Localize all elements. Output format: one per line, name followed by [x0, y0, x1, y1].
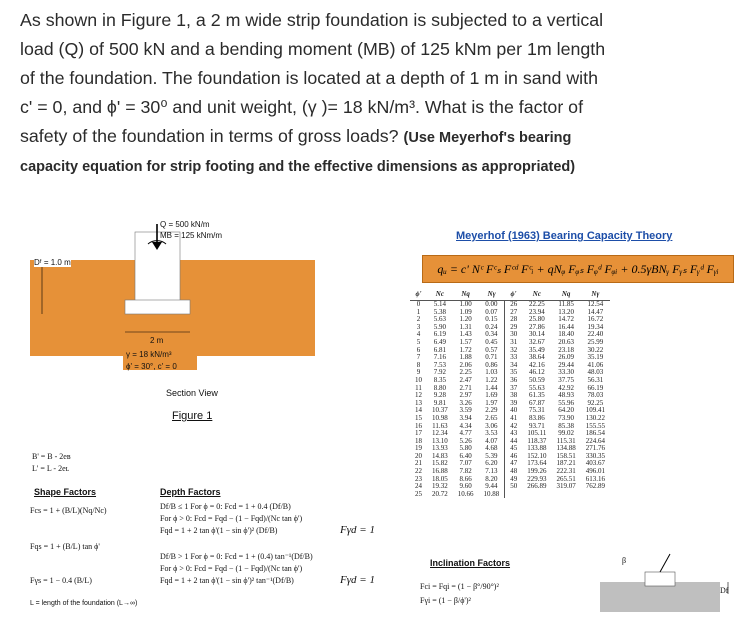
- table-cell: 496.01: [585, 467, 605, 476]
- table-cell: 37: [505, 385, 523, 393]
- table-header-row: [410, 290, 610, 301]
- table-cell: 0.45: [485, 337, 498, 346]
- table-cell: 4.68: [485, 444, 498, 453]
- table-cell: 229.93: [527, 474, 547, 483]
- table-header: Nq: [453, 290, 479, 301]
- table-cell: 7.82: [459, 467, 472, 476]
- table-cell: 2.29: [485, 406, 498, 415]
- table-cell: 18: [415, 436, 422, 445]
- table-cell: 2.65: [485, 413, 498, 422]
- table-cell: 10.88: [483, 489, 500, 498]
- table-row: [410, 491, 610, 499]
- table-cell: 7.07: [459, 459, 472, 468]
- table-title: Meyerhof (1963) Bearing Capacity Theory: [456, 230, 673, 242]
- table-cell: 12.34: [432, 429, 448, 438]
- table-cell: 158.51: [556, 451, 576, 460]
- table-cell: 14.47: [587, 307, 604, 316]
- table-cell: 35.19: [587, 353, 604, 362]
- df-label: Df: [720, 586, 729, 595]
- table-cell: 6.20: [485, 459, 498, 468]
- question-line: c' = 0, and ϕ' = 30⁰ and unit weight, (γ )= 18 kN/m³. What is the factor of: [20, 97, 584, 117]
- table-cell: 20.72: [432, 489, 448, 498]
- table-cell: 152.10: [527, 451, 547, 460]
- depth-factor-a4: Fγd = 1: [340, 524, 375, 536]
- depth-factor-b2: For ϕ > 0: Fcd = Fqd − (1 − Fqd)/(Nc tan ϕ'): [160, 564, 303, 573]
- table-cell: 36: [505, 377, 523, 385]
- question-line-end: safety of the foundation in terms of gross loads?: [20, 126, 399, 146]
- table-cell: 319.07: [556, 482, 576, 491]
- table-cell: 8: [416, 360, 421, 369]
- table-cell: 25.80: [529, 315, 545, 324]
- table-cell: 14.72: [558, 315, 574, 324]
- table-cell: [505, 491, 523, 499]
- table-cell: 50: [505, 483, 523, 491]
- table-cell: 40: [505, 407, 523, 415]
- table-cell: 6.19: [433, 330, 446, 339]
- inclination-factors-title: Inclination Factors: [430, 558, 511, 568]
- table-cell: 403.67: [585, 459, 605, 468]
- table-cell: 6.49: [433, 337, 446, 346]
- table-cell: 19: [415, 444, 422, 453]
- table-cell: 11.63: [432, 421, 448, 430]
- table-cell: 23.18: [558, 345, 574, 354]
- table-cell: 38: [505, 392, 523, 400]
- table-cell: 38.64: [529, 353, 545, 362]
- table-header: Nc: [427, 290, 453, 301]
- table-cell: 16: [415, 421, 422, 430]
- table-cell: 66.19: [587, 383, 604, 392]
- sketch-footing: [645, 572, 675, 586]
- table-cell: 0.34: [485, 330, 498, 339]
- table-cell: 613.16: [585, 474, 605, 483]
- table-cell: 3.53: [485, 429, 498, 438]
- depth-factor-a3: Fqd = 1 + 2 tan ϕ'(1 − sin ϕ')² (Df/B): [160, 526, 278, 535]
- table-cell: 9.60: [459, 482, 472, 491]
- table-cell: 20: [415, 451, 422, 460]
- depth-factor-b4: Fγd = 1: [340, 574, 375, 586]
- table-cell: 27.86: [529, 322, 545, 331]
- figure-diagram: [30, 222, 390, 482]
- depth-factor-b1: Df/B > 1 For ϕ = 0: Fcd = 1 + (0.4) tan⁻¹(Df/B): [160, 552, 313, 561]
- table-cell: 7.13: [485, 467, 498, 476]
- table-cell: 109.41: [585, 406, 605, 415]
- table-cell: 222.31: [556, 467, 576, 476]
- table-cell: 1.43: [459, 330, 472, 339]
- shape-factor-q: Fqs = 1 + (B/L) tan ϕ': [30, 542, 100, 551]
- table-cell: 18.40: [558, 330, 574, 339]
- table-cell: 0.57: [485, 345, 498, 354]
- shape-factor-c: Fcs = 1 + (B/L)(Nq/Nc): [30, 506, 107, 515]
- table-cell: 224.64: [585, 436, 605, 445]
- table-cell: 1.44: [485, 383, 498, 392]
- table-cell: 34: [505, 362, 523, 370]
- table-cell: 4.34: [459, 421, 472, 430]
- table-cell: 13.93: [432, 444, 448, 453]
- table-cell: 8.66: [459, 474, 472, 483]
- table-cell: 32: [505, 347, 523, 355]
- table-cell: 7: [416, 353, 421, 362]
- shape-factor-gamma: Fγs = 1 − 0.4 (B/L): [30, 576, 92, 585]
- table-cell: 0.24: [485, 322, 498, 331]
- table-cell: 16.88: [432, 467, 448, 476]
- table-cell: 1.57: [459, 337, 472, 346]
- table-cell: 5.38: [433, 307, 446, 316]
- table-cell: 64.20: [558, 406, 574, 415]
- table-cell: 15.82: [432, 459, 448, 468]
- length-note: L = length of the foundation (L→∞): [30, 600, 138, 607]
- table-cell: 3.06: [485, 421, 498, 430]
- moment-label: MΒ = 125 kNm/m: [160, 231, 223, 240]
- table-cell: 266.89: [527, 482, 547, 491]
- table-cell: 9.81: [433, 398, 446, 407]
- table-cell: 173.64: [527, 459, 547, 468]
- depth-factor-a2: For ϕ > 0: Fcd = Fqd − (1 − Fqd)/(Nc tan ϕ'): [160, 514, 303, 523]
- table-cell: 35.49: [529, 345, 545, 354]
- table-cell: 14: [415, 406, 422, 415]
- table-cell: 105.11: [527, 429, 547, 438]
- table-cell: 44: [505, 438, 523, 446]
- table-cell: 67.87: [529, 398, 545, 407]
- question-line: As shown in Figure 1, a 2 m wide strip foundation is subjected to a vertical: [20, 10, 604, 30]
- view-label: Section View: [166, 388, 218, 398]
- table-cell: 5.39: [485, 451, 498, 460]
- table-cell: 7.53: [433, 360, 446, 369]
- bearing-capacity-table: [410, 290, 610, 498]
- table-cell: 23.94: [529, 307, 545, 316]
- table-cell: 5.26: [459, 436, 472, 445]
- table-cell: 0.71: [485, 353, 498, 362]
- table-cell: 30: [505, 331, 523, 339]
- table-cell: 1.03: [485, 368, 498, 377]
- table-cell: 6.81: [433, 345, 446, 354]
- table-body: [410, 301, 610, 499]
- table-cell: 46.12: [529, 368, 545, 377]
- table-cell: 0.86: [485, 360, 498, 369]
- ground-right: [180, 260, 315, 312]
- soil-below: [30, 312, 315, 334]
- table-cell: 31: [505, 339, 523, 347]
- table-cell: 24: [415, 482, 422, 491]
- question-line: [20, 122, 740, 153]
- table-cell: 27: [505, 309, 523, 317]
- table-cell: 46: [505, 453, 523, 461]
- table-cell: 12.54: [587, 300, 604, 308]
- table-cell: 19.32: [432, 482, 448, 491]
- load-label: Q = 500 kN/m: [160, 220, 210, 229]
- table-cell: 4.07: [485, 436, 498, 445]
- table-header: ϕ': [505, 290, 523, 301]
- table-cell: 186.54: [585, 429, 605, 438]
- table-cell: 13.10: [432, 436, 448, 445]
- table-cell: 5: [416, 337, 421, 346]
- table-cell: 19.34: [587, 322, 604, 331]
- table-cell: 25.99: [587, 337, 604, 346]
- table-cell: 30.14: [529, 330, 545, 339]
- table-cell: 33: [505, 354, 523, 362]
- table-cell: 8.20: [485, 474, 498, 483]
- question-text: [20, 6, 740, 182]
- note-part-b: capacity equation for strip footing and the effective dimensions as appropriated): [20, 159, 576, 175]
- table-cell: 32.67: [529, 337, 545, 346]
- table-cell: 7.92: [433, 368, 446, 377]
- table-cell: 18.05: [432, 474, 448, 483]
- table-cell: 11: [415, 383, 422, 392]
- table-cell: 47: [505, 460, 523, 468]
- table-cell: 41.06: [587, 360, 604, 369]
- table-cell: 12: [415, 391, 422, 400]
- bearing-equation: qᵤ = c' Nᶜ Fᶜₛ Fᶜᵈ Fᶜᵢ + qNᵩ Fᵩₛ Fᵩᵈ Fᵩᵢ + 0.5γBNᵧ Fᵧₛ Fᵧᵈ Fᵧᵢ: [422, 255, 734, 283]
- table-cell: 6: [416, 345, 421, 354]
- table-cell: 56.31: [587, 375, 604, 384]
- table-cell: 85.38: [558, 421, 574, 430]
- table-cell: 23: [415, 474, 422, 483]
- table-cell: 48.03: [587, 368, 604, 377]
- table-cell: 8.80: [433, 383, 446, 392]
- table-cell: 22: [415, 467, 422, 476]
- table-cell: 29: [505, 324, 523, 332]
- table-cell: 1: [416, 307, 421, 316]
- inclination-factor-1: Fci = Fqi = (1 − β°/90°)²: [420, 582, 499, 591]
- table-cell: 21: [415, 459, 422, 468]
- table-cell: 9: [416, 368, 421, 377]
- table-cell: 29.44: [558, 360, 574, 369]
- table-cell: 45: [505, 445, 523, 453]
- shape-factors-title: Shape Factors: [34, 487, 97, 497]
- depth-factor-a1: Df/B ≤ 1 For ϕ = 0: Fcd = 1 + 0.4 (Df/B): [160, 502, 291, 511]
- table-cell: 13: [415, 398, 422, 407]
- table-cell: 1.31: [459, 322, 472, 331]
- table-cell: 78.03: [587, 391, 604, 400]
- table-cell: 13.20: [558, 307, 574, 316]
- table-cell: 118.37: [527, 436, 547, 445]
- table-cell: 3.26: [459, 398, 472, 407]
- table-cell: 2: [416, 315, 421, 324]
- note-part-a: (Use Meyerhof's bearing: [403, 130, 572, 146]
- table-cell: 2.25: [459, 368, 472, 377]
- table-cell: 50.59: [529, 375, 545, 384]
- table-cell: 17: [415, 429, 422, 438]
- ground-left: [30, 260, 135, 312]
- figure-caption: Figure 1: [172, 410, 213, 422]
- table-cell: 16.44: [558, 322, 574, 331]
- table-cell: 0.15: [485, 315, 498, 324]
- table-cell: 35: [505, 369, 523, 377]
- table-cell: 10.37: [432, 406, 448, 415]
- table-cell: 14.83: [432, 451, 448, 460]
- table-cell: 271.76: [585, 444, 605, 453]
- table-cell: [552, 491, 581, 499]
- effective-width: B' = B - 2eʙ: [32, 452, 71, 461]
- table-cell: 6.40: [459, 451, 472, 460]
- table-cell: 7.16: [433, 353, 446, 362]
- table-cell: 26: [505, 301, 523, 309]
- table-cell: 265.51: [556, 474, 576, 483]
- question-line: of the foundation. The foundation is located at a depth of 1 m in sand with: [20, 68, 598, 88]
- table-cell: 10.66: [457, 489, 474, 498]
- table-cell: 33.30: [558, 368, 574, 377]
- inclination-sketch: [600, 552, 740, 624]
- table-cell: 0.07: [485, 307, 498, 316]
- sketch-load: [660, 554, 670, 572]
- table-cell: 1.22: [485, 375, 498, 384]
- depth-label: Dᶠ = 1.0 m: [34, 258, 71, 267]
- table-cell: 55.63: [529, 383, 545, 392]
- table-cell: [581, 491, 610, 499]
- table-cell: 1.09: [459, 307, 472, 316]
- table-header: Nc: [522, 290, 551, 301]
- table-cell: 10: [415, 375, 422, 384]
- table-cell: 4.77: [459, 429, 472, 438]
- table-cell: 0: [416, 300, 421, 308]
- table-cell: 1.88: [459, 353, 472, 362]
- table-cell: 134.88: [556, 444, 576, 453]
- soil-params-label: ϕ' = 30°, c' = 0: [126, 362, 177, 371]
- table-cell: 1.69: [485, 391, 498, 400]
- table-cell: 115.31: [556, 436, 576, 445]
- table-cell: 25: [415, 489, 422, 498]
- table-cell: 99.02: [558, 429, 574, 438]
- table-header: Nq: [552, 290, 581, 301]
- table-cell: 55.96: [558, 398, 574, 407]
- table-cell: 199.26: [527, 467, 547, 476]
- table-cell: 330.35: [585, 451, 605, 460]
- table-cell: 39: [505, 400, 523, 408]
- table-cell: 155.55: [585, 421, 605, 430]
- table-cell: 37.75: [558, 375, 574, 384]
- table-cell: 1.72: [459, 345, 472, 354]
- table-cell: 0.00: [485, 300, 498, 308]
- table-cell: 1.00: [459, 300, 472, 308]
- table-cell: 75.31: [529, 406, 545, 415]
- table-cell: 130.22: [585, 413, 605, 422]
- table-cell: 22.25: [529, 300, 545, 308]
- table-cell: 61.35: [529, 391, 545, 400]
- table-cell: 2.06: [459, 360, 472, 369]
- table-cell: 1.20: [459, 315, 472, 324]
- table-cell: 762.89: [585, 482, 605, 491]
- table-cell: 20.63: [558, 337, 574, 346]
- table-cell: 42: [505, 423, 523, 431]
- table-header: Nγ: [581, 290, 610, 301]
- table-cell: 5.63: [433, 315, 446, 324]
- table-cell: 9.44: [485, 482, 498, 491]
- table-cell: 5.90: [433, 322, 446, 331]
- table-cell: 41: [505, 415, 523, 423]
- table-cell: 5.80: [459, 444, 472, 453]
- table-cell: 42.92: [558, 383, 574, 392]
- table-cell: 3: [416, 322, 421, 331]
- table-cell: 133.88: [527, 444, 547, 453]
- depth-factor-b3: Fqd = 1 + 2 tan ϕ'(1 − sin ϕ')² tan⁻¹(Df/B): [160, 576, 294, 585]
- table-cell: 28: [505, 316, 523, 324]
- table-cell: 2.97: [459, 391, 472, 400]
- table-cell: 5.14: [433, 300, 446, 308]
- table-cell: 92.25: [587, 398, 604, 407]
- table-cell: 43: [505, 430, 523, 438]
- table-header: ϕ': [410, 290, 427, 301]
- table-header: Nγ: [479, 290, 505, 301]
- table-cell: 48: [505, 468, 523, 476]
- unit-weight-label: γ = 18 kN/m³: [126, 350, 172, 359]
- table-cell: 22.40: [587, 330, 604, 339]
- table-cell: 2.47: [459, 375, 472, 384]
- table-cell: 187.21: [556, 459, 576, 468]
- beta-label: β: [622, 556, 627, 565]
- width-label: 2 m: [150, 336, 164, 345]
- table-cell: 9.28: [433, 391, 446, 400]
- table-cell: 83.86: [529, 413, 545, 422]
- table-cell: 49: [505, 476, 523, 484]
- table-cell: 4: [416, 330, 421, 339]
- effective-length: L' = L - 2eʟ: [32, 464, 70, 473]
- table-cell: 93.71: [529, 421, 545, 430]
- table-cell: 48.93: [558, 391, 574, 400]
- table-cell: 30.22: [587, 345, 604, 354]
- table-cell: 42.16: [529, 360, 545, 369]
- footing: [125, 300, 190, 314]
- table-cell: 73.90: [558, 413, 574, 422]
- depth-factors-title: Depth Factors: [160, 487, 221, 497]
- table-cell: 11.85: [558, 300, 574, 308]
- inclination-factor-2: Fγi = (1 − β/ϕ')²: [420, 596, 471, 605]
- table-cell: 3.94: [459, 413, 472, 422]
- table-cell: 16.72: [587, 315, 604, 324]
- table-cell: [522, 491, 551, 499]
- table-cell: 3.59: [459, 406, 472, 415]
- table-cell: 26.09: [558, 353, 574, 362]
- sketch-ground: [600, 582, 720, 612]
- question-line: load (Q) of 500 kN and a bending moment (MΒ) of 125 kNm per 1m length: [20, 39, 606, 59]
- table-cell: 1.97: [485, 398, 498, 407]
- table-cell: 10.98: [432, 413, 448, 422]
- table-cell: 2.71: [459, 383, 472, 392]
- table-cell: 15: [415, 413, 422, 422]
- table-cell: 8.35: [433, 375, 446, 384]
